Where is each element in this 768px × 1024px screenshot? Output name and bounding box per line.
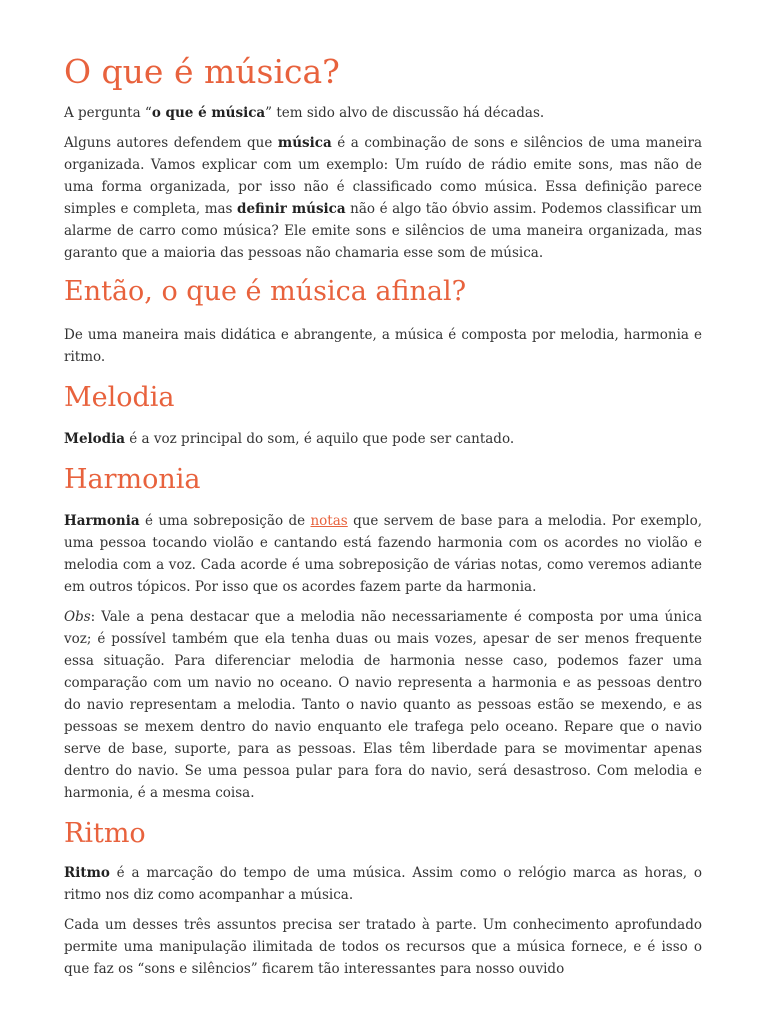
document-page [64, 50, 702, 980]
notas-link[interactable]: notas [310, 513, 348, 529]
ritmo-bold: Ritmo [64, 865, 110, 881]
definition-text-mid: é a combinação de sons e silêncios de uma maneira organizada. Vamos explicar com um exemplo: Um ruído de rádio emite sons, mas não de uma forma organizada, por isso não é classificado como música. Essa definição parece simples e completa, mas [64, 135, 703, 217]
ritmo-paragraph [64, 862, 702, 906]
obs-paragraph [64, 606, 702, 804]
definition-text-post: não é algo tão óbvio assim. Podemos classificar um alarme de carro como música? Ele emite sons e silêncios de uma maneira organizada, mas garanto que a maioria das pessoas não chamaria esse som de música. [64, 201, 702, 261]
harmonia-paragraph [64, 510, 702, 598]
intro-bold: o que é música [151, 105, 266, 121]
heading-ritmo: Ritmo [64, 818, 146, 849]
definition-bold-musica: música [277, 135, 332, 151]
final-paragraph: Cada um desses três assuntos precisa ser tratado à parte. Um conhecimento aprofundado permite uma manipulação ilimitada de todos os recursos que a música fornece, e é isso o que faz os “sons e silêncios” ficarem tão interessantes para nosso ouvido [64, 917, 702, 977]
obs-label: Obs [64, 609, 91, 625]
melodia-text: é a voz principal do som, é aquilo que pode ser cantado. [124, 431, 515, 447]
ritmo-text: é a marcação do tempo de uma música. Assim como o relógio marca as horas, o ritmo nos diz como acompanhar a música. [64, 865, 702, 903]
definition-bold-definir: definir música [237, 201, 346, 217]
intro-text-pre: A pergunta “ [64, 105, 152, 121]
obs-text: : Vale a pena destacar que a melodia não necessariamente é composta por uma única voz; é possível também que ela tenha duas ou mais vozes, apesar de ser menos frequente essa situação. Para diferenciar melodia de harmonia nesse caso, podemos fazer uma comparação com um navio no oceano. O navio representa a harmonia e as pessoas dentro do navio representam a melodia. Tanto o navio quanto as pessoas estão se mexendo, e as pessoas se mexem dentro do navio enquanto ele trafega pelo oceano. Repare que o navio serve de base, suporte, para as pessoas. Elas têm liberdade para se movimentar apenas dentro do navio. Se uma pessoa pular para fora do navio, será desastroso. Com melodia e harmonia, é a mesma coisa. [64, 609, 702, 801]
heading-melodia: Melodia [64, 382, 175, 413]
page-title: O que é música? [64, 52, 340, 91]
definition-text-pre: Alguns autores defendem que [64, 135, 278, 151]
intro-text-post: ” tem sido alvo de discussão há décadas. [265, 105, 545, 121]
harmonia-bold: Harmonia [64, 513, 140, 529]
melodia-bold: Melodia [64, 431, 125, 447]
definition-paragraph [64, 132, 702, 264]
heading-harmonia: Harmonia [64, 464, 201, 495]
afinal-paragraph: De uma maneira mais didática e abrangente, a música é composta por melodia, harmonia e ritmo. [64, 327, 702, 365]
harmonia-text-post: que servem de base para a melodia. Por exemplo, uma pessoa tocando violão e cantando está fazendo harmonia com os acordes no violão e melodia com a voz. Cada acorde é uma sobreposição de várias notas, como veremos adiante em outros tópicos. Por isso que os acordes fazem parte da harmonia. [64, 513, 703, 595]
intro-paragraph [64, 102, 702, 124]
harmonia-text-pre: é uma sobreposição de [139, 513, 311, 529]
heading-afinal: Então, o que é música afinal? [64, 276, 467, 307]
melodia-paragraph [64, 428, 702, 450]
